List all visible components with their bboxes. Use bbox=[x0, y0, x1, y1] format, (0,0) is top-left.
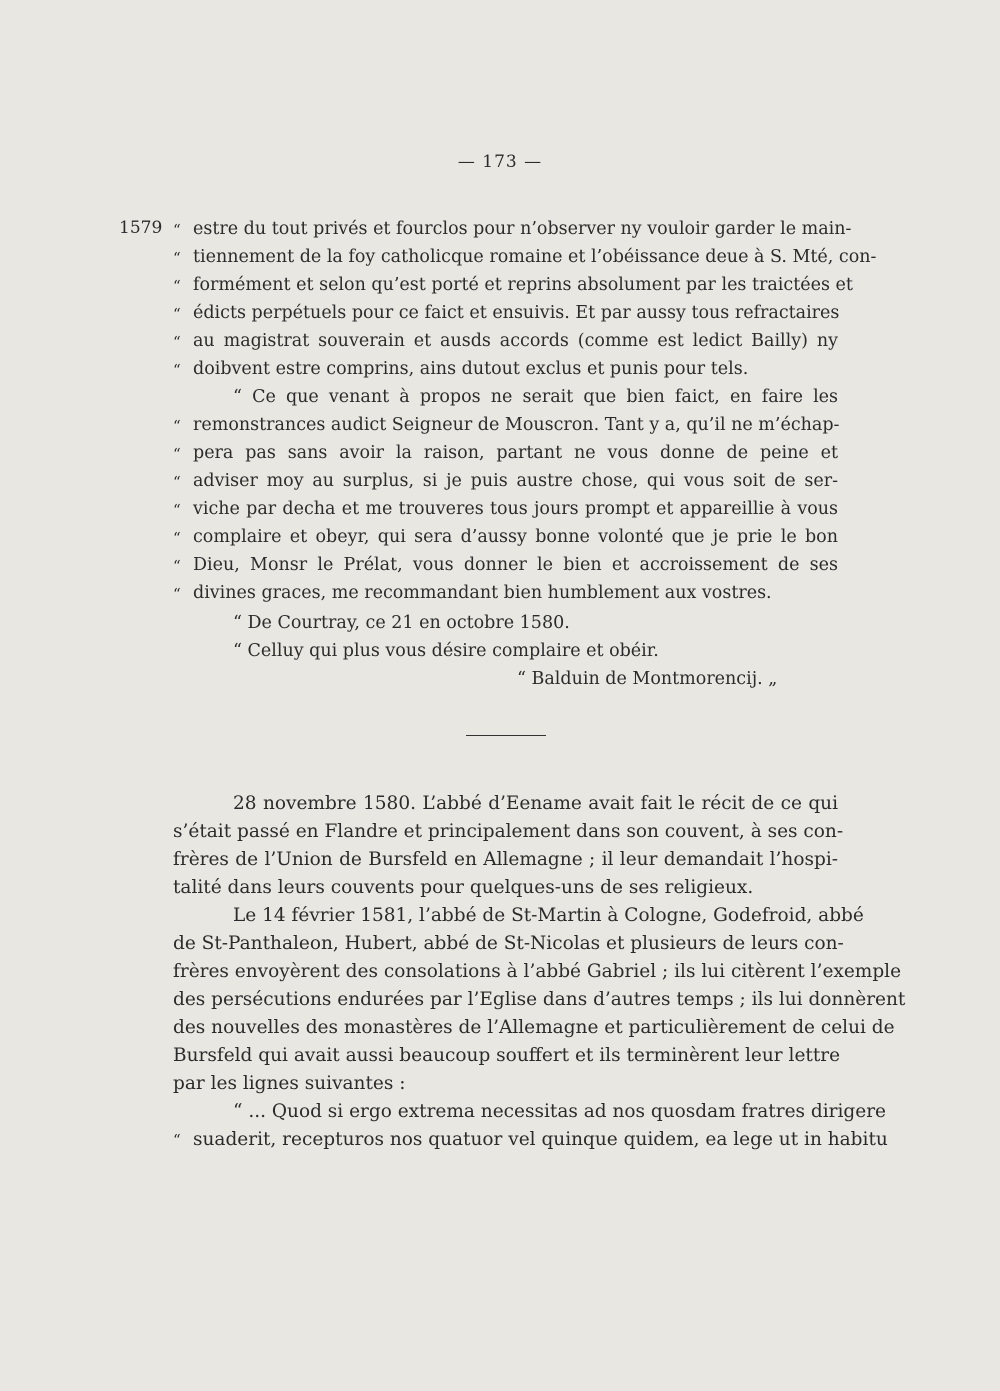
quote-mark: “ bbox=[173, 277, 181, 295]
text-line: frères envoyèrent des consolations à l’abbé Gabriel ; ils lui citèrent l’exemple bbox=[173, 961, 902, 982]
text-line: par les lignes suivantes : bbox=[173, 1073, 406, 1094]
quote-mark: “ bbox=[173, 529, 181, 547]
text-line: des nouvelles des monastères de l’Allemagne et particulièrement de celui de bbox=[173, 1017, 895, 1038]
text-line: “ ... Quod si ergo extrema necessitas ad nos quosdam fratres dirigere bbox=[233, 1101, 887, 1122]
text-line: estre du tout privés et fourclos pour n’observer ny vouloir garder le main- bbox=[193, 219, 852, 239]
section-divider bbox=[466, 735, 546, 736]
text-line: viche par decha et me trouveres tous jours prompt et appareillie à vous bbox=[193, 499, 838, 519]
text-line: talité dans leurs couvents pour quelques-uns de ses religieux. bbox=[173, 877, 754, 898]
text-line: adviser moy au surplus, si je puis austre chose, qui vous soit de ser- bbox=[193, 471, 838, 491]
quote-mark: “ bbox=[173, 1131, 181, 1149]
text-line: de St-Panthaleon, Hubert, abbé de St-Nicolas et plusieurs de leurs con- bbox=[173, 933, 844, 954]
quote-mark: “ bbox=[173, 557, 181, 575]
quote-mark: “ bbox=[173, 221, 181, 239]
text-line: remonstrances audict Seigneur de Mouscron. Tant y a, qu’il ne m’échap- bbox=[193, 415, 840, 435]
text-line: édicts perpétuels pour ce faict et ensuivis. Et par aussy tous refractaires bbox=[193, 303, 840, 323]
text-line: frères de l’Union de Bursfeld en Allemagne ; il leur demandait l’hospi- bbox=[173, 849, 838, 870]
text-line: pera pas sans avoir la raison, partant ne vous donne de peine et bbox=[193, 443, 838, 463]
text-line: s’était passé en Flandre et principalement dans son couvent, à ses con- bbox=[173, 821, 844, 842]
quote-mark: “ bbox=[173, 473, 181, 491]
text-line: 28 novembre 1580. L’abbé d’Eename avait fait le récit de ce qui bbox=[233, 793, 838, 814]
text-line: “ Ce que venant à propos ne serait que bien faict, en faire les bbox=[233, 387, 838, 407]
quote-mark: “ bbox=[173, 249, 181, 267]
quote-mark: “ bbox=[173, 333, 181, 351]
text-line: tiennement de la foy catholicque romaine et l’obéissance deue à S. Mté, con- bbox=[193, 247, 877, 267]
text-line: Le 14 février 1581, l’abbé de St-Martin à Cologne, Godefroid, abbé bbox=[233, 905, 864, 926]
closing-line: “ Celluy qui plus vous désire complaire et obéir. bbox=[233, 641, 659, 661]
text-line: Dieu, Monsr le Prélat, vous donner le bien et accroissement de ses bbox=[193, 555, 838, 575]
text-line: doibvent estre comprins, ains dutout exclus et punis pour tels. bbox=[193, 359, 749, 379]
text-line: divines graces, me recommandant bien humblement aux vostres. bbox=[193, 583, 772, 603]
quote-mark: “ bbox=[173, 445, 181, 463]
page-number: — 173 — bbox=[457, 152, 543, 172]
text-line: complaire et obeyr, qui sera d’aussy bonne volonté que je prie le bon bbox=[193, 527, 838, 547]
quote-mark: “ bbox=[173, 305, 181, 323]
dateline: “ De Courtray, ce 21 en octobre 1580. bbox=[233, 613, 570, 633]
quote-mark: “ bbox=[173, 417, 181, 435]
text-line: au magistrat souverain et ausds accords (comme est ledict Bailly) ny bbox=[193, 331, 838, 351]
quote-mark: “ bbox=[173, 501, 181, 519]
quote-mark: “ bbox=[173, 361, 181, 379]
margin-year: 1579 bbox=[119, 218, 163, 238]
text-line: Bursfeld qui avait aussi beaucoup souffert et ils terminèrent leur lettre bbox=[173, 1045, 841, 1066]
text-line: suaderit, recepturos nos quatuor vel quinque quidem, ea lege ut in habitu bbox=[193, 1129, 888, 1150]
quote-mark: “ bbox=[173, 585, 181, 603]
text-line: des persécutions endurées par l’Eglise dans d’autres temps ; ils lui donnèrent bbox=[173, 989, 906, 1010]
signature: “ Balduin de Montmorencij. „ bbox=[517, 669, 778, 689]
text-line: formément et selon qu’est porté et reprins absolument par les traictées et bbox=[193, 275, 853, 295]
